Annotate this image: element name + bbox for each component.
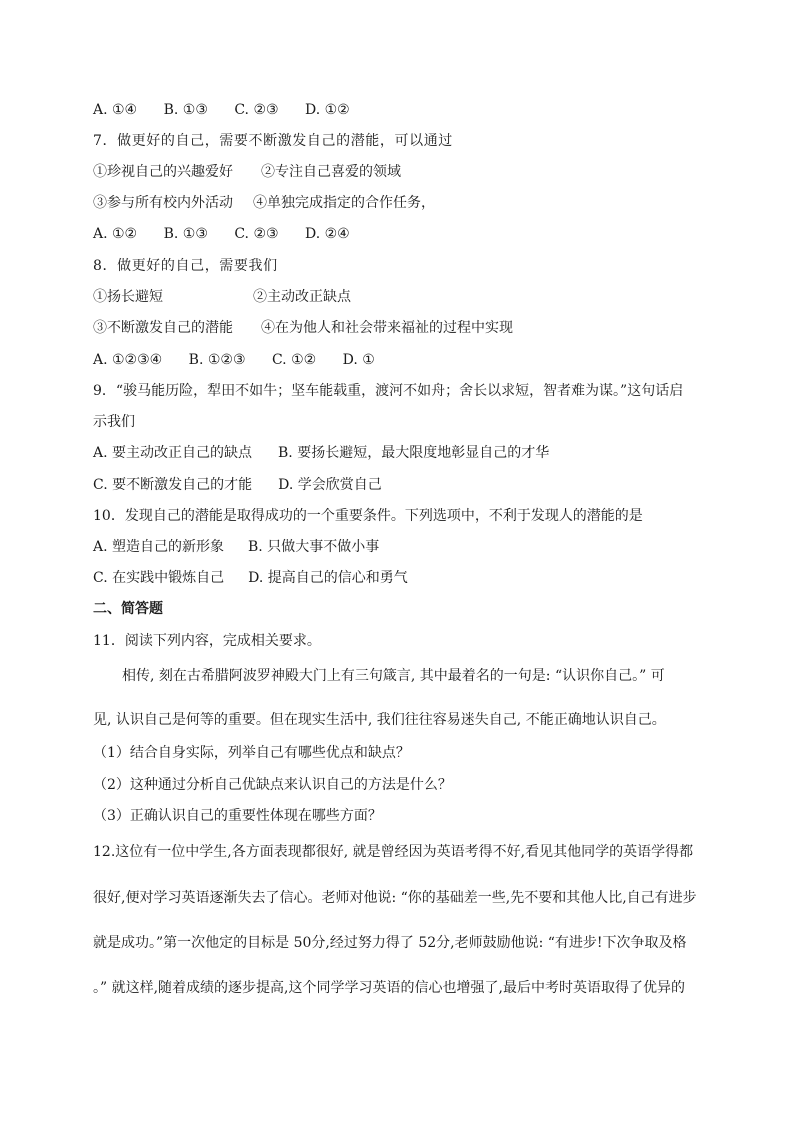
q11-subq-1: （1）结合自身实际，列举自己有哪些优点和缺点？ [93,745,410,761]
q8-options [93,350,375,370]
option-d: D. ②④ [305,226,350,242]
option-c: C. ②③ [234,102,279,118]
option-b: B. 只做大事不做小事 [248,539,380,555]
q8-items-row2 [93,318,513,338]
q9-stem: 9．“骏马能历险，犁田不如牛；坚车能载重，渡河不如舟；舍长以求短，智者难为谋。”这句话启 [93,383,684,399]
q11-passage-line1: 相传, 刻在古希腊阿波罗神殿大门上有三句箴言, 其中最着名的一句是: “认识你自己。” 可 [122,668,665,684]
q7-item-4: ④单独完成指定的合作任务， [253,195,435,211]
option-d: D. 提高自己的信心和勇气 [248,570,408,586]
q9-stem-cont: 示我们 [93,414,135,430]
q9-options-row2 [93,475,382,495]
option-c: C. 在实践中锻炼自己 [93,570,225,586]
q8-stem: 8．做更好的自己，需要我们 [93,258,278,274]
option-b: B. ①②③ [188,352,246,368]
q7-item-3: ③参与所有校内外活动 [93,195,233,211]
q12-line4: 。” 就这样,随着成绩的逐步提高,这个同学学习英语的信心也增强了,最后中考时英语取得了优异的 [93,980,685,996]
q12-line3: 就是成功。”第一次他定的目标是 50分,经过努力得了 52分,老师鼓励他说: “有进步!下次争取及格 [93,935,687,951]
option-c: C. 要不断激发自己的才能 [93,477,253,493]
q9-options-row1 [93,443,549,463]
q12-line1: 12.这位有一位中学生,各方面表现都很好, 就是曾经因为英语考得不好,看见其他同学的英语学得都 [93,844,694,860]
q7-options [93,224,350,244]
q7-stem: 7．做更好的自己，需要不断激发自己的潜能，可以通过 [93,133,453,149]
q7-items-row2 [93,193,435,213]
q10-options-row2 [93,568,408,588]
q8-item-1: ①扬长避短 [93,289,163,305]
option-d: D. 学会欣赏自己 [278,477,382,493]
q8-item-4: ④在为他人和社会带来福祉的过程中实现 [261,320,513,336]
option-a: A. 塑造自己的新形象 [93,539,225,555]
q11-subq-2: （2）这种通过分析自己优缺点来认识自己的方法是什么？ [93,777,452,793]
q6-options [93,100,350,120]
option-d: D. ①② [305,102,350,118]
q12-line2: 很好,便对学习英语逐渐失去了信心。老师对他说: “你的基础差一些,先不要和其他人比,自己有进步 [93,890,697,906]
q7-items-row1 [93,162,401,182]
option-a: A. ①④ [93,102,138,118]
option-a: A. ①② [93,226,138,242]
section-heading: 二、简答题 [93,601,163,617]
option-c: C. ①② [271,352,317,368]
q10-stem: 10．发现自己的潜能是取得成功的一个重要条件。下列选项中，不利于发现人的潜能的是 [93,508,643,524]
q11-stem: 11．阅读下列内容，完成相关要求。 [93,633,321,649]
option-a: A. 要主动改正自己的缺点 [93,445,253,461]
option-d: D. ① [342,352,375,368]
q11-passage-line2: 见, 认识自己是何等的重要。但在现实生活中, 我们往往容易迷失自己, 不能正确地认识自己。 [93,712,666,728]
option-b: B. 要扬长避短，最大限度地彰显自己的才华 [278,445,550,461]
q8-item-3: ③不断激发自己的潜能 [93,320,233,336]
option-b: B. ①③ [163,102,208,118]
q8-items-row1 [93,287,351,307]
option-a: A. ①②③④ [93,352,163,368]
q8-item-2: ②主动改正缺点 [253,289,351,305]
option-b: B. ①③ [163,226,208,242]
q7-item-2: ②专注自己喜爱的领域 [261,164,401,180]
q7-item-1: ①珍视自己的兴趣爱好 [93,164,233,180]
q10-options-row1 [93,537,379,557]
option-c: C. ②③ [234,226,279,242]
q11-subq-3: （3）正确认识自己的重要性体现在哪些方面？ [93,808,382,824]
